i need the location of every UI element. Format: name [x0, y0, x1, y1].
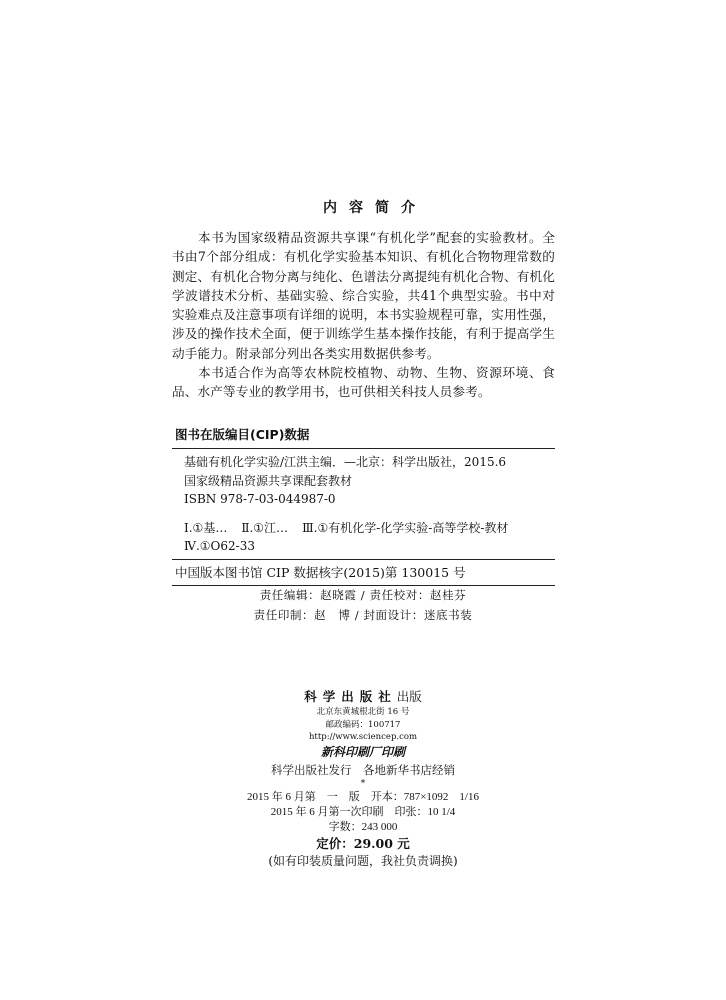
intro-paragraph: 本书适合作为高等农林院校植物、动物、生物、资源环境、食品、水产等专业的教学用书，也可供相关科技人员参考。	[172, 365, 555, 400]
cip-class-item: Ⅰ.①基…	[184, 520, 228, 535]
credits-editors: 责任编辑：赵晓霞 / 责任校对：赵桂芬	[259, 588, 467, 602]
intro-section	[172, 228, 555, 402]
publisher-line	[0, 688, 726, 706]
intro-title: 内容简介	[323, 200, 427, 216]
credits	[0, 586, 726, 625]
cip-series: 国家级精品资源共享课配套教材	[184, 473, 353, 488]
cip-bibliographic: 基础有机化学实验/江洪主编．—北京：科学出版社，2015.6	[184, 455, 507, 469]
separator-star: *	[360, 778, 366, 789]
price: 定价：29.00 元	[316, 835, 410, 851]
publisher-block	[0, 688, 726, 870]
word-count: 字数：243 000	[328, 820, 398, 833]
cip-heading: 图书在版编目(CIP)数据	[172, 425, 555, 449]
intro-paragraph: 本书为国家级精品资源共享课“有机化学”配套的实验教材。全书由7个部分组成：有机化学实验基本知识、有机化合物物理常数的测定、有机化合物分离与纯化、色谱法分离提纯有机化合物、有机化学波谱技术分析、基础实验、综合实验，共41个典型实验。书中对实验难点及注意事项有详细的说明，本书实验规程可靠，实用性强，涉及的操作技术全面，便于训练学生基本操作技能，有利于提高学生动手能力。附录部分列出各类实用数据供参考。	[172, 230, 555, 361]
printer: 新科印刷厂印刷	[320, 744, 405, 759]
cip-class-item: Ⅲ.①有机化学-化学实验-高等学校-教材	[302, 520, 509, 535]
quality-note: (如有印装质量问题，我社负责调换)	[268, 853, 458, 868]
distribution: 科学出版社发行 各地新华书店经销	[271, 762, 455, 777]
publisher-address: 北京东黄城根北街 16 号	[316, 707, 410, 717]
printing-info: 2015 年 6 月第一次印刷 印张：10 1/4	[270, 805, 456, 818]
credits-production: 责任印制：赵 博 / 封面设计：迷底书装	[253, 607, 473, 622]
cip-block	[172, 425, 555, 586]
cip-classification	[172, 519, 555, 538]
publisher-name: 科学出版社	[304, 689, 397, 704]
cip-clc: Ⅳ.①O62-33	[184, 539, 255, 554]
publisher-action: 出版	[396, 689, 422, 704]
cip-isbn: ISBN 978-7-03-044987-0	[184, 492, 336, 507]
publisher-url: http://www.sciencep.com	[308, 732, 418, 742]
cip-class-item: Ⅱ.①江…	[241, 520, 289, 535]
cip-number: 中国版本图书馆 CIP 数据核字(2015)第 130015 号	[172, 559, 555, 586]
edition-info: 2015 年 6 月第 一 版 开本：787×1092 1/16	[246, 790, 479, 803]
publisher-postcode: 邮政编码：100717	[325, 719, 401, 730]
